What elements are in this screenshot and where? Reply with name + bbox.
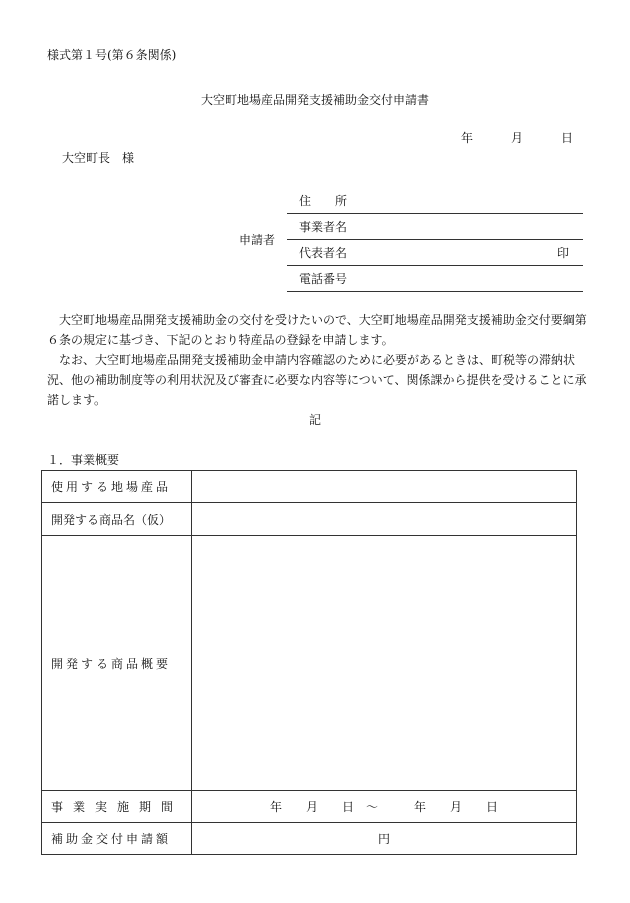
table-row	[42, 823, 577, 855]
seal-mark: 印	[556, 246, 569, 260]
body-paragraph-1: 大空町地場産品開発支援補助金の交付を受けたいので、大空町地場産品開発支援補助金交付要綱第６条の規定に基づき、下記のとおり特産品の登録を申請します。	[47, 313, 587, 347]
table-row	[42, 471, 577, 503]
row-label-product-overview: 開発する商品概要	[42, 536, 192, 791]
applicant-address-row	[287, 187, 583, 214]
project-summary-table	[41, 470, 577, 855]
date-month-label: 月	[511, 131, 524, 145]
applicant-phone-label: 電話番号	[299, 272, 348, 286]
body-paragraph-2: なお、大空町地場産品開発支援補助金申請内容確認のために必要があるときは、町税等の滞納状況、他の補助制度等の利用状況及び審査に必要な内容等について、関係課から提供を受けることに承諾します。	[47, 353, 587, 407]
row-value-grant-amount: 円	[192, 823, 577, 855]
row-value-local-product	[192, 471, 577, 503]
applicant-address-label: 住 所	[299, 194, 348, 208]
applicant-representative-label: 代表者名	[299, 246, 348, 260]
table-row	[42, 503, 577, 536]
body-text	[47, 310, 587, 410]
addressee: 大空町長 様	[62, 151, 135, 165]
applicant-representative-row	[287, 239, 583, 266]
table-row	[42, 791, 577, 823]
table-row	[42, 536, 577, 791]
row-value-project-period: 年 月 日 ～ 年 月 日	[192, 791, 577, 823]
form-number: 様式第１号(第６条関係)	[47, 48, 177, 62]
date-year-label: 年	[461, 131, 474, 145]
date-day-label: 日	[561, 131, 574, 145]
applicant-phone-row	[287, 265, 583, 292]
ki-marker: 記	[308, 413, 321, 427]
applicant-business-name-label: 事業者名	[299, 220, 348, 234]
document-title: 大空町地場産品開発支援補助金交付申請書	[200, 93, 429, 107]
row-value-product-overview	[192, 536, 577, 791]
section-heading: １．事業概要	[47, 453, 120, 467]
row-label-product-name: 開発する商品名（仮）	[42, 503, 192, 536]
row-label-local-product: 使用する地場産品	[42, 471, 192, 503]
applicant-label: 申請者	[239, 233, 276, 247]
applicant-business-name-row	[287, 213, 583, 240]
row-label-project-period: 事業実施期間	[42, 791, 192, 823]
row-value-product-name	[192, 503, 577, 536]
row-label-grant-amount: 補助金交付申請額	[42, 823, 192, 855]
